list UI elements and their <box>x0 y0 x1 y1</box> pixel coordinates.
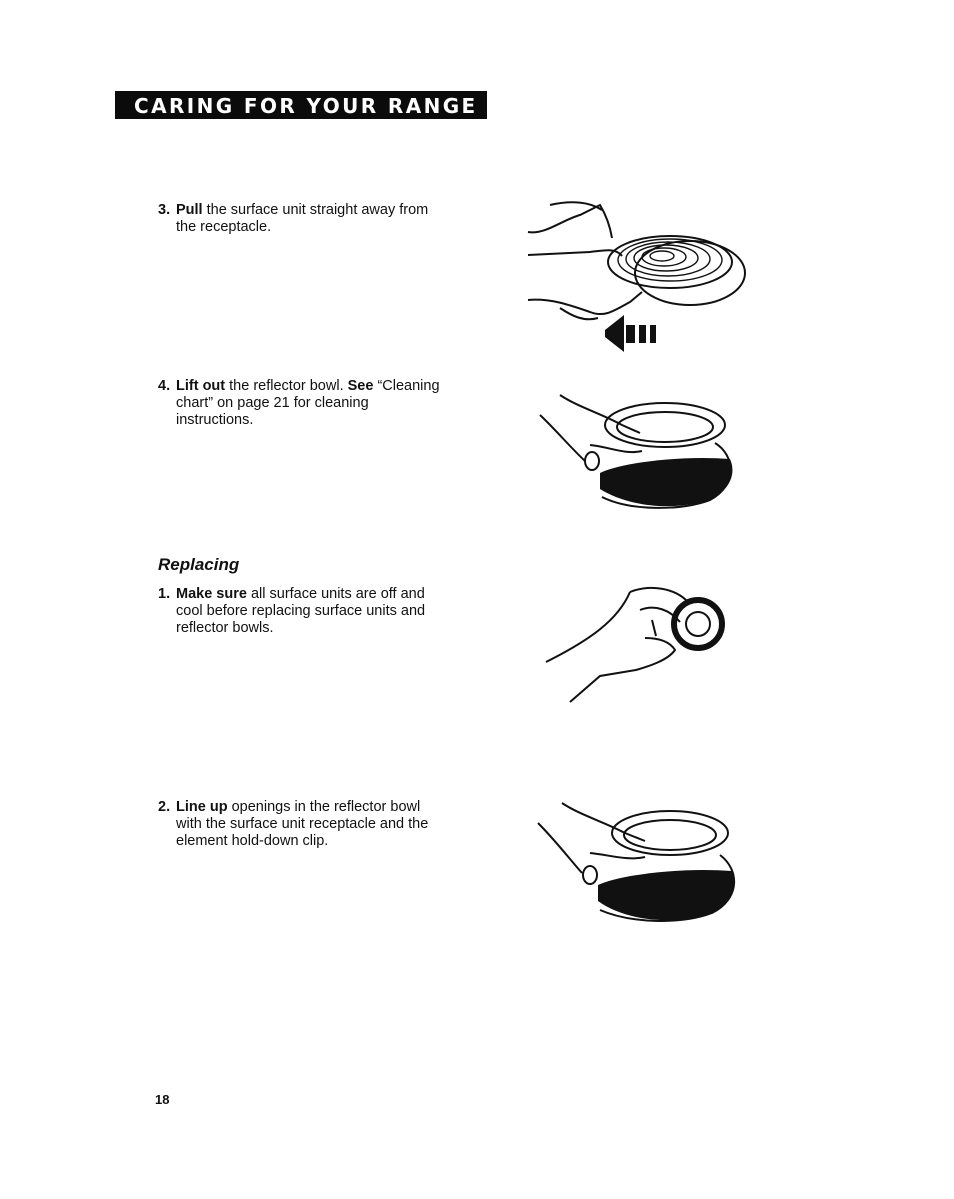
step-text: the surface unit straight away from <box>202 202 429 218</box>
step-text: instructions. <box>176 412 254 428</box>
step-number: 3. <box>158 202 171 218</box>
step-pull-surface-unit <box>158 202 428 236</box>
step-number: 4. <box>158 378 171 394</box>
step-text: “Cleaning <box>373 378 440 394</box>
step-keyword: Line up <box>176 799 228 815</box>
step-text: chart” on page 21 for cleaning <box>176 395 369 411</box>
step-keyword: See <box>347 378 374 394</box>
step-keyword: Pull <box>176 202 203 218</box>
step-text: openings in the reflector bowl <box>227 799 421 815</box>
pull-surface-unit-illustration <box>520 190 750 360</box>
replacing-heading: Replacing <box>158 555 240 574</box>
control-knob-illustration <box>540 580 730 705</box>
section-title: CARING FOR YOUR RANGE <box>134 94 478 118</box>
step-text: cool before replacing surface units and <box>176 603 426 619</box>
step-keyword: Lift out <box>176 378 226 394</box>
step-number: 1. <box>158 586 171 602</box>
lift-reflector-bowl-illustration <box>530 385 745 515</box>
step-text: all surface units are off and <box>246 586 425 602</box>
line-up-reflector-bowl-illustration <box>530 795 745 935</box>
step-text: the receptacle. <box>176 219 272 235</box>
step-text: element hold-down clip. <box>176 833 329 849</box>
step-keyword: Make sure <box>176 586 247 602</box>
step-make-sure-off <box>158 586 425 637</box>
step-line-up-openings <box>158 799 428 850</box>
step-number: 2. <box>158 799 171 815</box>
page-number: 18 <box>155 1092 170 1107</box>
section-banner <box>115 91 487 119</box>
step-text: with the surface unit receptacle and the <box>176 816 429 832</box>
step-text: reflector bowls. <box>176 620 274 636</box>
step-lift-out-bowl <box>158 378 440 429</box>
step-text: the reflector bowl. <box>225 378 348 394</box>
